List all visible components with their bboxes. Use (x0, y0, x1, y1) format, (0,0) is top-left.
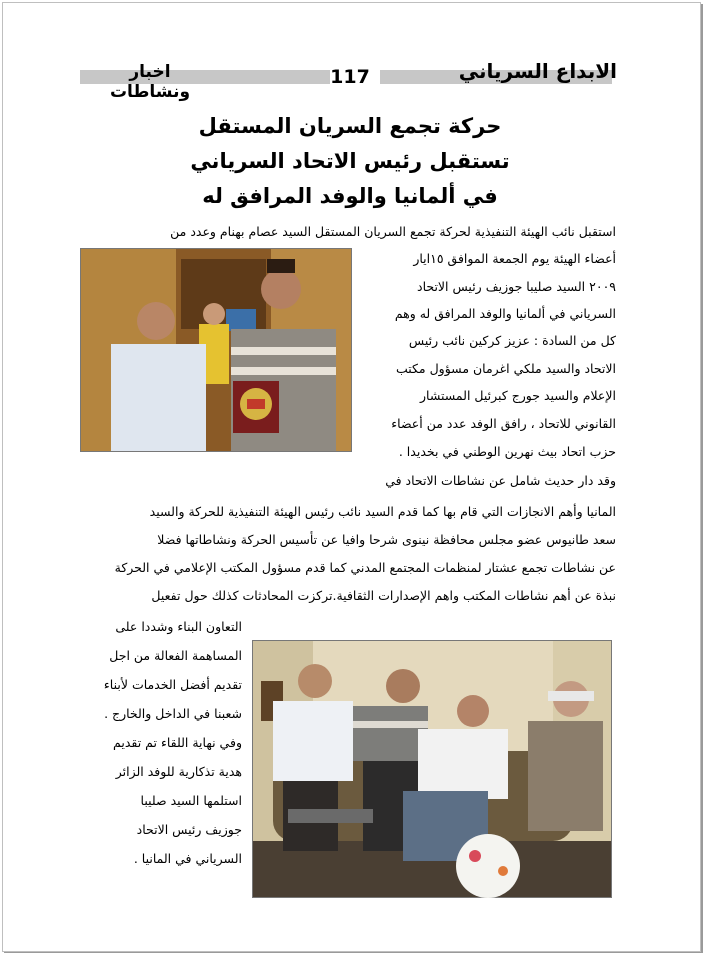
body-line: الإعلام والسيد جورج كبرئيل المستشار (419, 388, 616, 403)
body-line: السرياني في المانيا . (133, 851, 242, 866)
body-line: كل من السادة : عزيز كركين نائب رئيس (408, 333, 616, 348)
body-line: وفي نهاية اللقاء تم تقديم (113, 735, 242, 750)
photo-plaque-presentation (80, 248, 352, 452)
photo-meeting-group (252, 640, 612, 898)
publication-name: الابداع السرياني (458, 59, 617, 83)
body-line: أعضاء الهيئة يوم الجمعة الموافق ١٥ايار (413, 251, 616, 266)
body-line: نبذة عن أهم نشاطات المكتب واهم الإصدارات الثقافية.تركزت المحادثات كذلك حول تفعيل (151, 588, 616, 603)
body-line: استقبل نائب الهيئة التنفيذية لحركة تجمع السريان المستقل السيد عصام بهنام وعدد من (170, 224, 616, 239)
body-line: القانوني للاتحاد ، رافق الوفد عدد من أعضاء (391, 416, 616, 431)
body-line: ٢٠٠٩ السيد صليبا جوزيف رئيس الاتحاد (417, 279, 616, 294)
body-line: التعاون البناء وشددا على (115, 619, 242, 634)
photo-meeting-group-drawing (253, 641, 611, 897)
article-title-line-1: حركة تجمع السريان المستقل (198, 114, 502, 138)
body-line: جوزيف رئيس الاتحاد (136, 822, 242, 837)
section-name: اخبار ونشاطات (109, 62, 191, 102)
body-line: شعبنا في الداخل والخارج . (104, 706, 242, 721)
body-line: وقد دار حديث شامل عن نشاطات الاتحاد في (385, 473, 616, 488)
body-line: المساهمة الفعالة من اجل (109, 648, 242, 663)
page-number: 117 (330, 66, 370, 88)
body-line: حزب اتحاد بيث نهرين الوطني في بخديدا . (398, 444, 616, 459)
photo-plaque-presentation-drawing (81, 249, 351, 451)
body-line: المانيا وأهم الانجازات التي قام بها كما قدم السيد نائب رئيس الهيئة التنفيذية للحركة والسيد (149, 504, 616, 519)
article-title-line-2: تستقبل رئيس الاتحاد السرياني (190, 149, 510, 173)
body-line: تقديم أفضل الخدمات لأبناء (103, 677, 242, 692)
article-title-line-3: في ألمانيا والوفد المرافق له (202, 184, 498, 208)
body-line: السرياني في ألمانيا والوفد المرافق له وهم (394, 306, 616, 321)
body-line: سعد طانيوس عضو مجلس محافظة نينوى شرحا وافيا عن تأسيس الحركة ونشاطاتها فضلا (157, 532, 616, 547)
body-line: الاتحاد والسيد ملكي اغرمان مسؤول مكتب (395, 361, 616, 376)
body-line: هدية تذكارية للوفد الزائر (115, 764, 242, 779)
body-line: عن نشاطات تجمع عشتار لمنظمات المجتمع المدني كما قدم مسؤول المكتب الإعلامي في الحركة (114, 560, 616, 575)
body-line: استلمها السيد صليبا (140, 793, 242, 808)
